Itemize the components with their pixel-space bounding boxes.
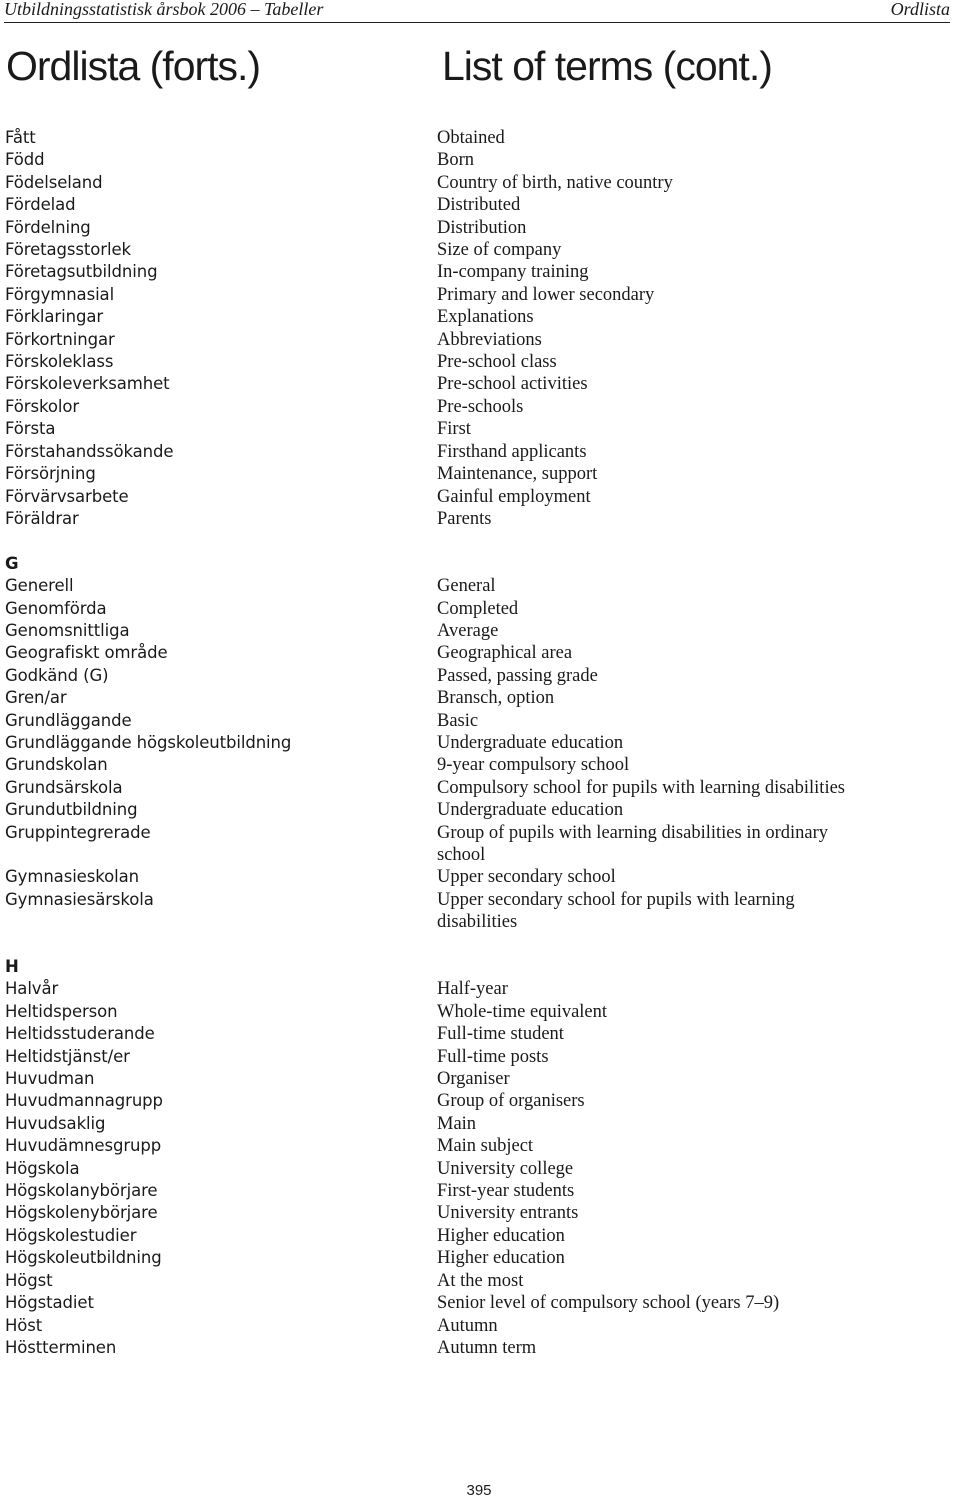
english-term: Average — [437, 620, 499, 641]
glossary-row — [0, 822, 960, 844]
english-term: Completed — [437, 598, 519, 619]
page-title-swedish: Ordlista (forts.) — [6, 43, 261, 89]
glossary-row — [0, 844, 960, 866]
section-spacer — [0, 530, 960, 552]
english-term: Autumn term — [437, 1337, 537, 1358]
glossary-row — [0, 710, 960, 732]
glossary-row — [0, 418, 960, 440]
glossary-row — [0, 284, 960, 306]
english-term: Higher education — [437, 1248, 565, 1269]
swedish-term: Förskoleverksamhet — [5, 374, 170, 394]
swedish-term: Född — [5, 150, 45, 170]
glossary-row — [0, 866, 960, 888]
section-spacer — [0, 934, 960, 956]
english-term: Main — [437, 1113, 477, 1134]
glossary-row — [0, 1247, 960, 1269]
swedish-term: Högskolanybörjare — [5, 1181, 158, 1201]
glossary-row — [0, 217, 960, 239]
glossary-row — [0, 1225, 960, 1247]
swedish-term: Höst — [5, 1315, 43, 1335]
running-header-publication: Utbildningsstatistisk årsbok 2006 – Tabeller — [4, 0, 324, 19]
glossary-row — [0, 194, 960, 216]
swedish-term: Försörjning — [5, 464, 96, 484]
glossary-row — [0, 1001, 960, 1023]
swedish-term: Halvår — [5, 979, 59, 999]
english-term: General — [437, 576, 496, 597]
glossary-row — [0, 777, 960, 799]
swedish-term: Huvudmannagrupp — [5, 1091, 163, 1111]
english-term: Compulsory school for pupils with learning disabilities — [437, 777, 845, 798]
glossary-row — [0, 732, 960, 754]
swedish-term: Förskolor — [5, 396, 80, 416]
glossary-row — [0, 306, 960, 328]
swedish-term: Gymnasieskolan — [5, 867, 139, 887]
english-term: Whole-time equivalent — [437, 1001, 608, 1022]
glossary-row — [0, 978, 960, 1000]
swedish-term: Gruppintegrerade — [5, 822, 151, 842]
swedish-term: Förstahandssökande — [5, 441, 174, 461]
glossary-row — [0, 329, 960, 351]
english-term: Geographical area — [437, 643, 573, 664]
glossary-row — [0, 373, 960, 395]
glossary-row — [0, 1113, 960, 1135]
swedish-term: Generell — [5, 576, 74, 596]
english-term: Bransch, option — [437, 688, 555, 709]
swedish-term: Godkänd (G) — [5, 665, 109, 685]
swedish-term: Högstadiet — [5, 1293, 94, 1313]
english-term: Organiser — [437, 1069, 510, 1090]
glossary-row — [0, 441, 960, 463]
english-term: Group of organisers — [437, 1091, 585, 1112]
glossary-row — [0, 149, 960, 171]
section-letter-row — [0, 956, 960, 978]
swedish-term: Geografiskt område — [5, 643, 168, 663]
english-term: Full-time posts — [437, 1046, 549, 1067]
swedish-term: Fått — [5, 128, 36, 147]
swedish-term: Förvärvsarbete — [5, 486, 129, 506]
glossary-row — [0, 463, 960, 485]
english-term: Passed, passing grade — [437, 665, 598, 686]
english-term: school — [437, 844, 486, 865]
swedish-term: Företagsutbildning — [5, 262, 158, 282]
glossary-row — [0, 889, 960, 911]
swedish-term: Heltidsperson — [5, 1001, 118, 1021]
english-term: Undergraduate education — [437, 732, 624, 753]
swedish-term: Förklaringar — [5, 307, 104, 327]
english-term: Group of pupils with learning disabilities in ordinary — [437, 822, 829, 843]
swedish-term: Huvudman — [5, 1069, 95, 1089]
glossary-row — [0, 1292, 960, 1314]
glossary-row — [0, 1202, 960, 1224]
glossary-row — [0, 508, 960, 530]
swedish-term: Högst — [5, 1270, 53, 1290]
english-term: Born — [437, 150, 474, 171]
swedish-term: Fördelning — [5, 217, 91, 237]
english-term: Parents — [437, 508, 492, 529]
swedish-term: Första — [5, 419, 56, 439]
swedish-term: Grundläggande högskoleutbildning — [5, 732, 292, 752]
english-term: First-year students — [437, 1181, 575, 1202]
glossary-row — [0, 620, 960, 642]
english-term: Country of birth, native country — [437, 172, 673, 193]
english-term: Abbreviations — [437, 329, 542, 350]
glossary-row — [0, 396, 960, 418]
english-term: Explanations — [437, 307, 534, 328]
english-term: Pre-schools — [437, 396, 524, 417]
glossary-row — [0, 1315, 960, 1337]
swedish-term: Företagsstorlek — [5, 240, 131, 260]
swedish-term: Förkortningar — [5, 329, 115, 349]
glossary-row — [0, 239, 960, 261]
page-number — [0, 1482, 960, 1499]
page-title-english: List of terms (cont.) — [442, 43, 772, 89]
glossary-row — [0, 754, 960, 776]
swedish-term — [0, 911, 437, 933]
glossary-row — [0, 1023, 960, 1045]
glossary-row — [0, 575, 960, 597]
swedish-term: Genomsnittliga — [5, 620, 130, 640]
english-term: Undergraduate education — [437, 800, 624, 821]
swedish-term: Heltidsstuderande — [5, 1024, 155, 1044]
swedish-term: Grundskolan — [5, 755, 108, 775]
swedish-term: Grundutbildning — [5, 800, 138, 820]
swedish-term: Högskoleutbildning — [5, 1248, 162, 1268]
english-term: Maintenance, support — [437, 464, 598, 485]
english-term: Distributed — [437, 195, 521, 216]
english-term: First — [437, 419, 471, 440]
english-term: Upper secondary school — [437, 867, 616, 888]
glossary-row — [0, 486, 960, 508]
swedish-term: Grundsärskola — [5, 777, 123, 797]
english-term: Pre-school activities — [437, 374, 588, 395]
glossary-row — [0, 1046, 960, 1068]
swedish-term: Huvudsaklig — [5, 1113, 106, 1133]
english-term: 9-year compulsory school — [437, 755, 630, 776]
glossary-row — [0, 911, 960, 933]
glossary-row — [0, 1158, 960, 1180]
english-term: Pre-school class — [437, 352, 557, 373]
english-term: Basic — [437, 710, 479, 731]
page-number-text: 395 — [466, 1482, 492, 1499]
english-term: University college — [437, 1158, 574, 1179]
glossary-row — [0, 1135, 960, 1157]
running-header-section: Ordlista — [890, 0, 950, 19]
english-term: Distribution — [437, 217, 527, 238]
swedish-term — [0, 844, 437, 866]
english-term: Autumn — [437, 1315, 498, 1336]
running-header — [4, 0, 950, 23]
swedish-term: Gren/ar — [5, 688, 67, 708]
english-term: Size of company — [437, 240, 562, 261]
swedish-term: Högskolenybörjare — [5, 1203, 158, 1223]
english-term: Senior level of compulsory school (years 7–9) — [437, 1293, 780, 1314]
swedish-term: Förgymnasial — [5, 284, 115, 304]
glossary-row — [0, 665, 960, 687]
swedish-term: Heltidstjänst/er — [5, 1046, 130, 1066]
swedish-term: Grundläggande — [5, 710, 132, 730]
glossary-row — [0, 1090, 960, 1112]
glossary-row — [0, 1180, 960, 1202]
swedish-term: Födelseland — [5, 172, 103, 192]
glossary-row — [0, 127, 960, 149]
swedish-term: Huvudämnesgrupp — [5, 1136, 162, 1156]
english-term: At the most — [437, 1270, 524, 1291]
glossary-row — [0, 598, 960, 620]
english-term: Upper secondary school for pupils with learning — [437, 889, 795, 910]
glossary-row — [0, 1337, 960, 1359]
english-term: University entrants — [437, 1203, 579, 1224]
english-term: Main subject — [437, 1136, 534, 1157]
swedish-term: Gymnasiesärskola — [5, 889, 154, 909]
glossary-row — [0, 799, 960, 821]
english-term: Full-time student — [437, 1024, 564, 1045]
glossary-row — [0, 642, 960, 664]
english-term: disabilities — [437, 912, 518, 933]
swedish-term: Höstterminen — [5, 1337, 117, 1357]
glossary-row — [0, 1068, 960, 1090]
glossary-row — [0, 261, 960, 283]
glossary-table — [0, 127, 960, 1359]
english-term: In-company training — [437, 262, 589, 283]
section-letter-row — [0, 553, 960, 575]
swedish-term: Högskola — [5, 1158, 80, 1178]
glossary-row — [0, 1270, 960, 1292]
english-term: Primary and lower secondary — [437, 284, 655, 305]
swedish-term: Genomförda — [5, 598, 107, 618]
english-term: Higher education — [437, 1225, 565, 1246]
swedish-term: Föräldrar — [5, 508, 79, 528]
english-term: Firsthand applicants — [437, 441, 587, 462]
swedish-term: Högskolestudier — [5, 1225, 137, 1245]
glossary-row — [0, 351, 960, 373]
swedish-term: Fördelad — [5, 195, 76, 215]
section-letter: H — [5, 957, 19, 976]
glossary-row — [0, 172, 960, 194]
swedish-term: Förskoleklass — [5, 352, 114, 372]
english-term: Gainful employment — [437, 486, 591, 507]
glossary-row — [0, 687, 960, 709]
section-letter: G — [5, 553, 19, 573]
english-term: Half-year — [437, 979, 508, 1000]
english-term: Obtained — [437, 128, 505, 148]
